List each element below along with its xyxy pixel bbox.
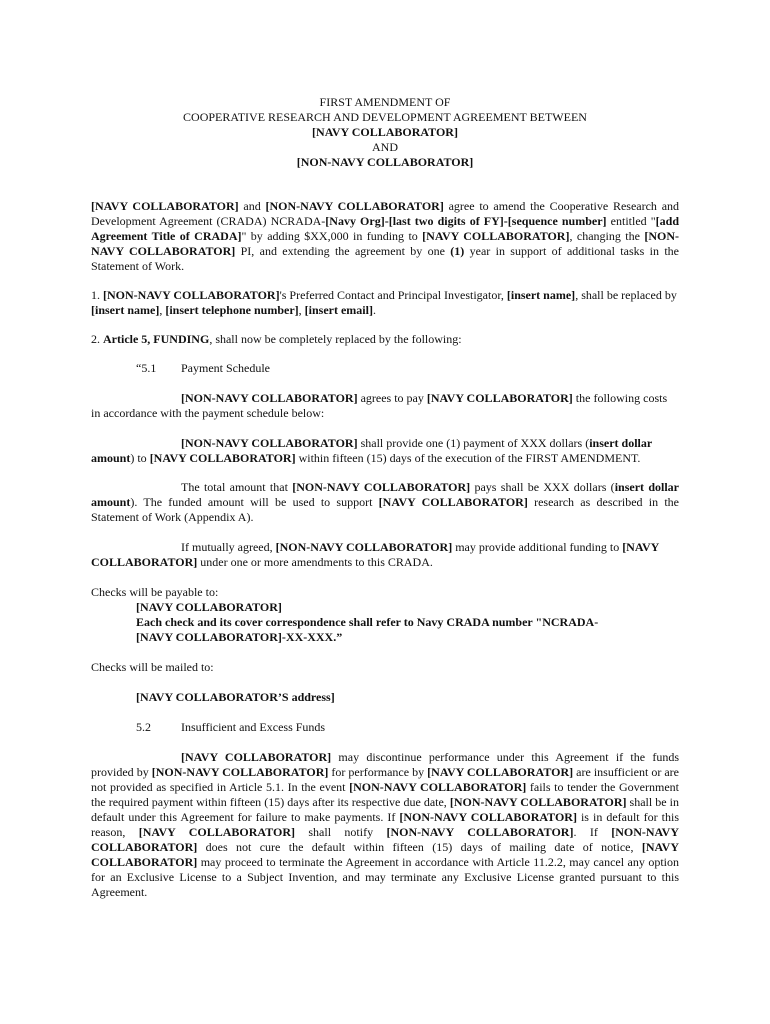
mutual-funding-paragraph (91, 540, 679, 570)
document-title (91, 95, 679, 170)
single-payment-paragraph (91, 436, 679, 466)
single-payment-amount: insert dollar amount (91, 436, 652, 465)
intro-paragraph (91, 199, 679, 274)
intro-navy: [NAVY COLLABORATOR] (422, 229, 570, 243)
intro-crada-number: [Navy Org]-[last two digits of FY]-[sequence number] (325, 214, 607, 228)
payment-text: agrees to pay (357, 391, 427, 405)
intro-one: (1) (450, 244, 465, 258)
funds-text: may proceed to terminate the Agreement in accordance with Article 11.2.2, may cancel any option for an Exclusive License to a Subject Invention, and may terminate any Exclusive License granted pursuant to this Agreement. (91, 855, 679, 899)
section-5-2-number: 5.2 (136, 720, 151, 734)
funds-navy: [NAVY COLLABORATOR] (138, 825, 295, 839)
total-text: research as described in the Statement of Work (Appendix A). (91, 495, 680, 524)
item-1-text: . (372, 303, 376, 317)
mutual-text: under one or more amendments to this CRADA. (197, 555, 433, 569)
intro-text: year in support of additional tasks in the Statement of Work. (91, 244, 679, 273)
title-line-5: [NON-NAVY COLLABORATOR] (296, 155, 474, 169)
checks-payee: [NAVY COLLABORATOR] (136, 600, 282, 614)
single-payment-nonnavy: [NON-NAVY COLLABORATOR] (181, 436, 358, 450)
intro-text: entitled " (606, 214, 656, 228)
intro-text: PI, and extending the agreement by one (235, 244, 451, 258)
funds-navy: [NAVY COLLABORATOR] (91, 840, 679, 869)
checks-payable-label: Checks will be payable to: (91, 585, 219, 599)
section-5-1-number: “5.1 (136, 361, 157, 375)
intro-text: , changing the (569, 229, 645, 243)
total-text: pays shall be XXX dollars ( (470, 480, 615, 494)
total-amount-paragraph (91, 480, 679, 525)
mutual-text: If mutually agreed, (181, 540, 276, 554)
title-line-3: [NAVY COLLABORATOR] (312, 125, 458, 139)
mailing-address: [NAVY COLLABORATOR’S address] (136, 690, 335, 704)
intro-text: agree to amend the Cooperative Research and Development Agreement (CRADA) NCRADA- (91, 199, 680, 228)
funds-nonnavy: [NON-NAVY COLLABORATOR] (151, 765, 329, 779)
payment-text: the following costs in accordance with the payment schedule below: (91, 391, 668, 420)
funds-text: shall be in default under this Agreement for failure to make payments. If (91, 795, 679, 824)
funds-nonnavy: [NON-NAVY COLLABORATOR] (386, 825, 574, 839)
intro-agreement-title: [add Agreement Title of CRADA] (91, 214, 679, 243)
total-text: The total amount that (181, 480, 293, 494)
item-1-text: 's Preferred Contact and Principal Investigator, (279, 288, 507, 302)
checks-mailed-label: Checks will be mailed to: (91, 660, 214, 674)
intro-nonnavy: [NON-NAVY COLLABORATOR] (265, 199, 444, 213)
title-line-1: FIRST AMENDMENT OF (319, 95, 451, 109)
item-1-number: 1. (91, 288, 103, 302)
item-1-insert-email: [insert email] (304, 303, 373, 317)
single-payment-text: ) to (130, 451, 150, 465)
section-5-1-heading (91, 361, 679, 376)
funds-navy: [NAVY COLLABORATOR] (427, 765, 574, 779)
item-1-text: , shall be replaced by (575, 288, 677, 302)
item-1-text: , (298, 303, 305, 317)
funds-text: is in default for this reason, (91, 810, 680, 839)
payment-navy: [NAVY COLLABORATOR] (426, 391, 573, 405)
total-nonnavy: [NON-NAVY COLLABORATOR] (292, 480, 471, 494)
intro-text: " by adding $XX,000 in funding to (241, 229, 423, 243)
funds-text: does not cure the default within fifteen (15) days of mailing date of notice, (197, 840, 642, 854)
item-2-paragraph (91, 332, 679, 347)
mutual-text: may provide additional funding to (452, 540, 623, 554)
item-2-text: , shall now be completely replaced by the following: (209, 332, 462, 346)
single-payment-navy: [NAVY COLLABORATOR] (149, 451, 296, 465)
document-body (91, 95, 679, 900)
funds-nonnavy: [NON-NAVY COLLABORATOR] (349, 780, 527, 794)
total-navy: [NAVY COLLABORATOR] (378, 495, 528, 509)
funds-text: shall notify (295, 825, 387, 839)
checks-reference-line-1: Each check and its cover correspondence shall refer to Navy CRADA number "NCRADA- (136, 615, 599, 629)
item-2-number: 2. (91, 332, 103, 346)
checks-reference-line-2: [NAVY COLLABORATOR]-XX-XXX.” (136, 630, 343, 644)
total-amount: insert dollar amount (91, 480, 679, 509)
mutual-nonnavy: [NON-NAVY COLLABORATOR] (275, 540, 453, 554)
section-5-1-label: Payment Schedule (181, 361, 270, 375)
section-5-2-heading (91, 720, 679, 735)
mutual-navy: [NAVY COLLABORATOR] (91, 540, 659, 569)
item-1-paragraph (91, 288, 679, 318)
item-1-insert-name: [insert name] (91, 303, 160, 317)
title-line-4: AND (372, 140, 398, 154)
insufficient-funds-paragraph (91, 750, 679, 900)
item-1-text: , (159, 303, 166, 317)
single-payment-text: shall provide one (1) payment of XXX dollars ( (357, 436, 590, 450)
funds-nonnavy: [NON-NAVY COLLABORATOR] (399, 810, 577, 824)
total-text: ). The funded amount will be used to support (130, 495, 379, 509)
item-1-nonnavy: [NON-NAVY COLLABORATOR] (103, 288, 280, 302)
intro-nonnavy: [NON-NAVY COLLABORATOR] (91, 229, 679, 258)
item-1-insert-name: [insert name] (506, 288, 576, 302)
funds-text: are insufficient or are not provided as specified in Article 5.1. In the event (91, 765, 680, 794)
funds-nonnavy: [NON-NAVY COLLABORATOR] (449, 795, 627, 809)
funds-navy: [NAVY COLLABORATOR] (181, 750, 332, 764)
funds-text: fails to tender the Government the required payment within fifteen (15) days after its respective due date, (91, 780, 679, 809)
funds-text: may discontinue performance under this Agreement if the funds provided by (91, 750, 679, 779)
intro-navy: [NAVY COLLABORATOR] (91, 199, 239, 213)
intro-text: and (238, 199, 266, 213)
payment-paragraph (91, 391, 679, 421)
item-1-insert-phone: [insert telephone number] (165, 303, 299, 317)
funds-text: for performance by (328, 765, 428, 779)
funds-text: . If (573, 825, 612, 839)
payment-nonnavy: [NON-NAVY COLLABORATOR] (181, 391, 358, 405)
title-line-2: COOPERATIVE RESEARCH AND DEVELOPMENT AGREEMENT BETWEEN (183, 110, 587, 124)
funds-nonnavy: [NON-NAVY COLLABORATOR] (91, 825, 679, 854)
item-2-article: Article 5, FUNDING (103, 332, 210, 346)
section-5-2-label: Insufficient and Excess Funds (181, 720, 326, 734)
single-payment-text: within fifteen (15) days of the execution of the FIRST AMENDMENT. (295, 451, 641, 465)
